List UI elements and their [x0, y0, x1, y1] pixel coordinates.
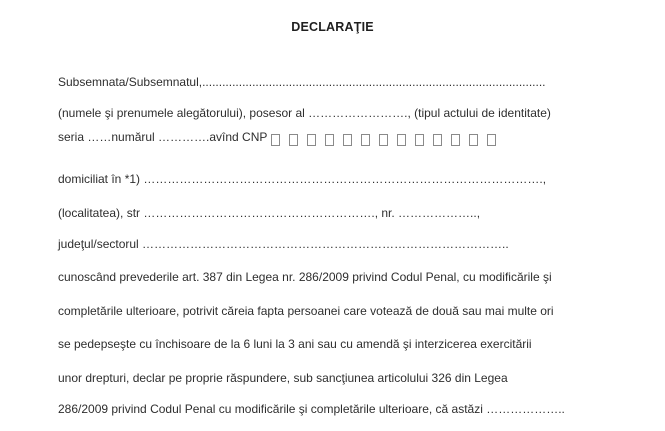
line-text-2: completările ulterioare, potrivit căreia fapta persoanei care votează de două sau mai multe ori — [58, 304, 554, 318]
line-text-1: cunoscând prevederile art. 387 din Legea nr. 286/2009 privind Codul Penal, cu modificările şi — [58, 270, 552, 284]
cnp-digit-box[interactable] — [325, 134, 334, 146]
line-text-5: 286/2009 privind Codul Penal cu modificările şi completările ulterioare, că astăzi ……………….. — [58, 402, 565, 416]
cnp-box-group — [271, 132, 505, 146]
cnp-digit-box[interactable] — [451, 134, 460, 146]
line-seria-numar-cnp — [58, 130, 505, 146]
line-text-3: se pedepseşte cu închisoare de la 6 luni la 3 ani sau cu amendă şi interzicerea exercitării — [58, 337, 532, 351]
line-text-4: unor drepturi, declar pe proprie răspundere, sub sancţiunea articolului 326 din Legea — [58, 371, 508, 385]
line-localitatea-str: (localitatea), str …………………………………………………., nr. ……………….., — [58, 206, 481, 220]
cnp-digit-box[interactable] — [487, 134, 496, 146]
cnp-digit-box[interactable] — [415, 134, 424, 146]
cnp-digit-box[interactable] — [361, 134, 370, 146]
line-nume-prenume: (numele şi prenumele alegătorului), posesor al ……………………., (tipul actului de identitate) — [58, 106, 551, 120]
cnp-digit-box[interactable] — [289, 134, 298, 146]
cnp-digit-box[interactable] — [307, 134, 316, 146]
cnp-digit-box[interactable] — [397, 134, 406, 146]
line-seria-numar-text: seria ……numărul ………….avînd CNP — [58, 130, 268, 144]
line-subsemnatul: Subsemnata/Subsemnatul,....................................................................................................... — [58, 75, 546, 89]
cnp-digit-box[interactable] — [271, 134, 280, 146]
cnp-digit-box[interactable] — [379, 134, 388, 146]
cnp-digit-box[interactable] — [343, 134, 352, 146]
line-domiciliat: domiciliat în *1) ………………………………………………………………………………………., — [58, 172, 547, 186]
line-judetul-sectorul: judeţul/sectorul ……………………………………………………………………………….. — [58, 237, 509, 251]
document-title: DECLARAŢIE — [291, 20, 374, 34]
cnp-digit-box[interactable] — [433, 134, 442, 146]
cnp-digit-box[interactable] — [469, 134, 478, 146]
